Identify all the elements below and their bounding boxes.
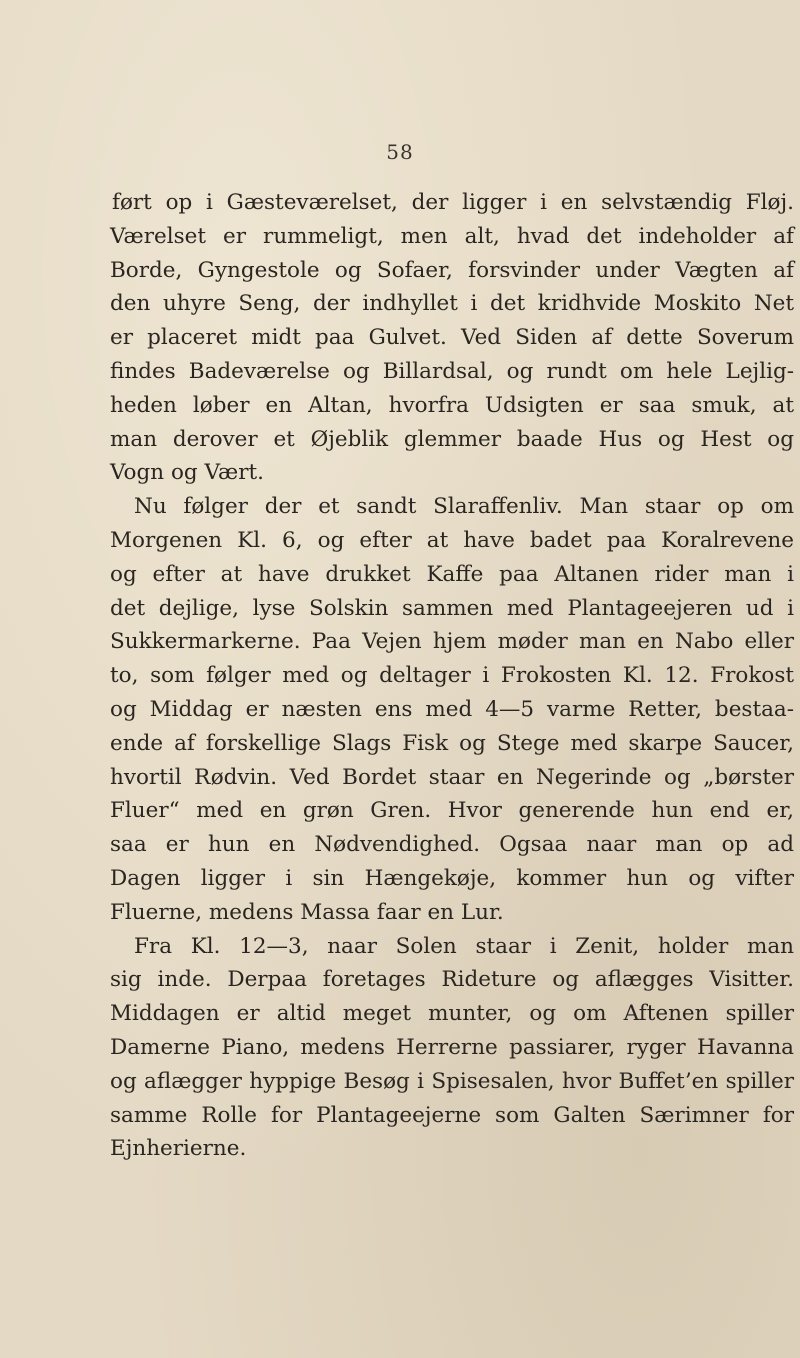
text-line: og efter at have drukket Kaffe paa Altanen rider man i (110, 561, 794, 587)
text-line: samme Rolle for Plantageejerne som Galten Særimner for (110, 1102, 794, 1128)
text-line: Ejnherierne. (110, 1136, 247, 1162)
text-line: Fra Kl. 12—3, naar Solen staar i Zenit, holder man (134, 933, 794, 959)
text-line: Fluerne, medens Massa faar en Lur. (110, 899, 504, 925)
text-line: Sukkermarkerne. Paa Vejen hjem møder man en Nabo eller (110, 629, 794, 655)
text-line: Middagen er altid meget munter, og om Aftenen spiller (110, 1001, 794, 1027)
text-line: og Middag er næsten ens med 4—5 varme Retter, bestaa- (110, 696, 794, 722)
text-line: to, som følger med og deltager i Frokosten Kl. 12. Frokost (110, 663, 794, 689)
text-line: heden løber en Altan, hvorfra Udsigten er saa smuk, at (110, 392, 794, 418)
text-line: man derover et Øjeblik glemmer baade Hus og Hest og (110, 426, 794, 452)
body-text (110, 186, 794, 1166)
text-line: det dejlige, lyse Solskin sammen med Plantageejeren ud i (110, 595, 794, 621)
text-line: den uhyre Seng, der indhyllet i det kridhvide Moskito Net (110, 291, 794, 317)
text-line: hvortil Rødvin. Ved Bordet staar en Negerinde og „børster (110, 764, 794, 790)
text-line: Borde, Gyngestole og Sofaer, forsvinder under Vægten af (110, 257, 794, 283)
text-line: Dagen ligger i sin Hængekøje, kommer hun og vifter (110, 865, 794, 891)
text-line: Nu følger der et sandt Slaraffenliv. Man staar op om (134, 494, 794, 520)
text-line: Vogn og Vært. (110, 460, 264, 486)
page-number: 58 (386, 140, 414, 164)
text-line: sig inde. Derpaa foretages Rideture og aflægges Visitter. (110, 967, 794, 993)
text-line: Fluer“ med en grøn Gren. Hvor generende hun end er, (110, 798, 794, 824)
text-line: er placeret midt paa Gulvet. Ved Siden af dette Soverum (110, 325, 794, 351)
text-line: findes Badeværelse og Billardsal, og rundt om hele Lejlig- (110, 358, 794, 384)
text-line: Morgenen Kl. 6, og efter at have badet paa Koralrevene (110, 527, 794, 553)
text-line: ført op i Gæsteværelset, der ligger i en selvstændig Fløj. (112, 190, 794, 215)
text-line: ende af forskellige Slags Fisk og Stege med skarpe Saucer, (110, 730, 794, 756)
text-line: og aflægger hyppige Besøg i Spisesalen, hvor Buffet’en spiller (110, 1068, 794, 1094)
text-line: Damerne Piano, medens Herrerne passiarer, ryger Havanna (110, 1034, 794, 1060)
text-line: saa er hun en Nødvendighed. Ogsaa naar man op ad (110, 832, 794, 858)
text-line: Værelset er rummeligt, men alt, hvad det indeholder af (110, 223, 794, 249)
